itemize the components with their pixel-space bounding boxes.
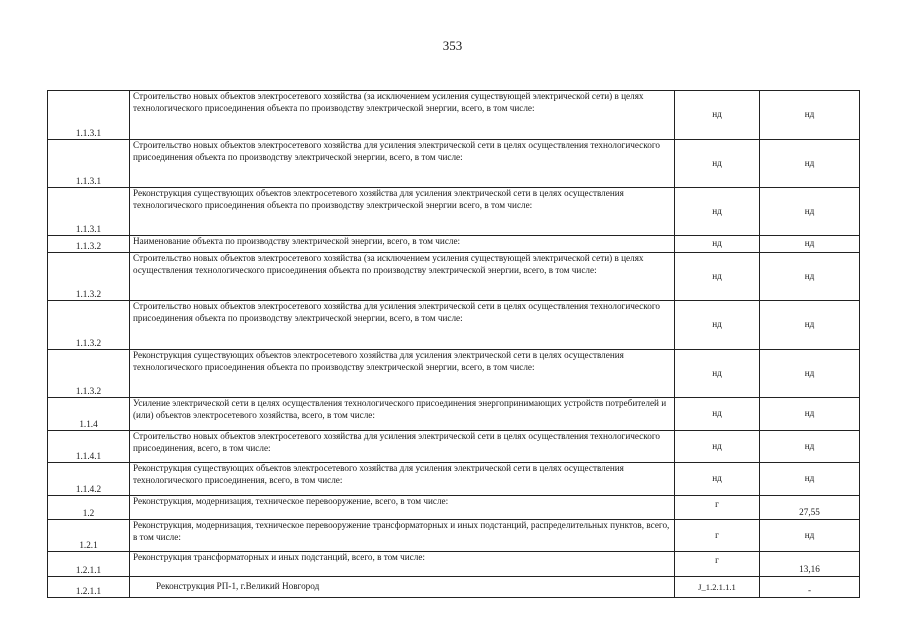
- row-col4: 27,55: [760, 496, 860, 520]
- row-name: Усиление электрической сети в целях осуществления технологического присоединения энергопринимающих устройств потребителей и (или) объектов электросетевого хозяйства, всего, в том числе:: [130, 398, 675, 431]
- row-col4: нд: [760, 301, 860, 350]
- table-row: [48, 188, 860, 236]
- row-col3: г: [675, 552, 760, 577]
- row-name: Строительство новых объектов электросетевого хозяйства для усиления электрической сети в целях осуществления технологического присоединения, всего, в том числе:: [130, 431, 675, 463]
- row-col3: нд: [675, 253, 760, 301]
- row-col4: нд: [760, 236, 860, 253]
- row-col4: нд: [760, 188, 860, 236]
- table-row: [48, 140, 860, 188]
- row-code: 1.1.3.1: [48, 188, 130, 236]
- row-code: 1.1.3.2: [48, 236, 130, 253]
- row-code: 1.1.3.2: [48, 301, 130, 350]
- row-col3: нд: [675, 463, 760, 496]
- table-row: [48, 236, 860, 253]
- row-col3: J_1.2.1.1.1: [675, 577, 760, 598]
- row-code: 1.1.4.1: [48, 431, 130, 463]
- row-code: 1.1.3.2: [48, 253, 130, 301]
- table-row: [48, 520, 860, 552]
- row-col4: нд: [760, 140, 860, 188]
- row-code: 1.2.1.1: [48, 577, 130, 598]
- row-col4: -: [760, 577, 860, 598]
- row-code: 1.1.3.1: [48, 91, 130, 140]
- row-col4: нд: [760, 350, 860, 398]
- row-col3: нд: [675, 398, 760, 431]
- table-row: [48, 552, 860, 577]
- table-row: [48, 577, 860, 598]
- row-col3: г: [675, 496, 760, 520]
- row-name: Реконструкция, модернизация, техническое перевооружение трансформаторных и иных подстанций, распределительных пунктов, всего, в том числе:: [130, 520, 675, 552]
- table-row: [48, 301, 860, 350]
- row-name: Строительство новых объектов электросетевого хозяйства (за исключением усиления существующей электрической сети) в целях осуществления технологического присоединения объекта по производству электрической энергии, всего, в том числе:: [130, 253, 675, 301]
- row-name: Строительство новых объектов электросетевого хозяйства для усиления электрической сети в целях осуществления технологического присоединения объекта по производству электрической энергии, всего, в том числе:: [130, 140, 675, 188]
- row-name: Наименование объекта по производству электрической энергии, всего, в том числе:: [130, 236, 675, 253]
- table-row: [48, 463, 860, 496]
- row-col3: г: [675, 520, 760, 552]
- row-col3: нд: [675, 350, 760, 398]
- row-col4: нд: [760, 398, 860, 431]
- row-col3: нд: [675, 140, 760, 188]
- row-code: 1.2.1: [48, 520, 130, 552]
- row-name: Реконструкция, модернизация, техническое перевооружение, всего, в том числе:: [130, 496, 675, 520]
- row-col4: нд: [760, 520, 860, 552]
- row-col4: нд: [760, 431, 860, 463]
- table-row: [48, 350, 860, 398]
- table-row: [48, 398, 860, 431]
- table-row: [48, 496, 860, 520]
- row-col3: нд: [675, 301, 760, 350]
- row-col4: нд: [760, 253, 860, 301]
- table-row: [48, 253, 860, 301]
- row-col4: нд: [760, 91, 860, 140]
- row-code: 1.1.4: [48, 398, 130, 431]
- investment-table: [47, 90, 860, 598]
- row-code: 1.1.3.2: [48, 350, 130, 398]
- row-code: 1.2: [48, 496, 130, 520]
- row-name: Строительство новых объектов электросетевого хозяйства (за исключением усиления существующей электрической сети) в целях технологического присоединения объекта по производству электрической энергии, всего, в том числе:: [130, 91, 675, 140]
- row-col3: нд: [675, 236, 760, 253]
- row-name: Реконструкция существующих объектов электросетевого хозяйства для усиления электрической сети в целях осуществления технологического присоединения, всего, в том числе:: [130, 463, 675, 496]
- row-col4: нд: [760, 463, 860, 496]
- row-name: Реконструкция существующих объектов электросетевого хозяйства для усиления электрической сети в целях осуществления технологического присоединения объекта по производству электрической энергии всего, в том числе:: [130, 188, 675, 236]
- row-col3: нд: [675, 188, 760, 236]
- row-name: Реконструкция существующих объектов электросетевого хозяйства для усиления электрической сети в целях осуществления технологического присоединения объекта по производству электрической энергии, всего, в том числе:: [130, 350, 675, 398]
- row-name: Строительство новых объектов электросетевого хозяйства для усиления электрической сети в целях осуществления технологического присоединения объекта по производству электрической энергии, всего, в том числе:: [130, 301, 675, 350]
- page-number: 353: [442, 38, 463, 53]
- row-col3: нд: [675, 91, 760, 140]
- table-row: [48, 431, 860, 463]
- row-code: 1.1.3.1: [48, 140, 130, 188]
- row-code: 1.2.1.1: [48, 552, 130, 577]
- row-col4: 13,16: [760, 552, 860, 577]
- row-name: Реконструкция РП-1, г.Великий Новгород: [130, 577, 675, 598]
- row-col3: нд: [675, 431, 760, 463]
- table-row: [48, 91, 860, 140]
- row-code: 1.1.4.2: [48, 463, 130, 496]
- row-name: Реконструкция трансформаторных и иных подстанций, всего, в том числе:: [130, 552, 675, 577]
